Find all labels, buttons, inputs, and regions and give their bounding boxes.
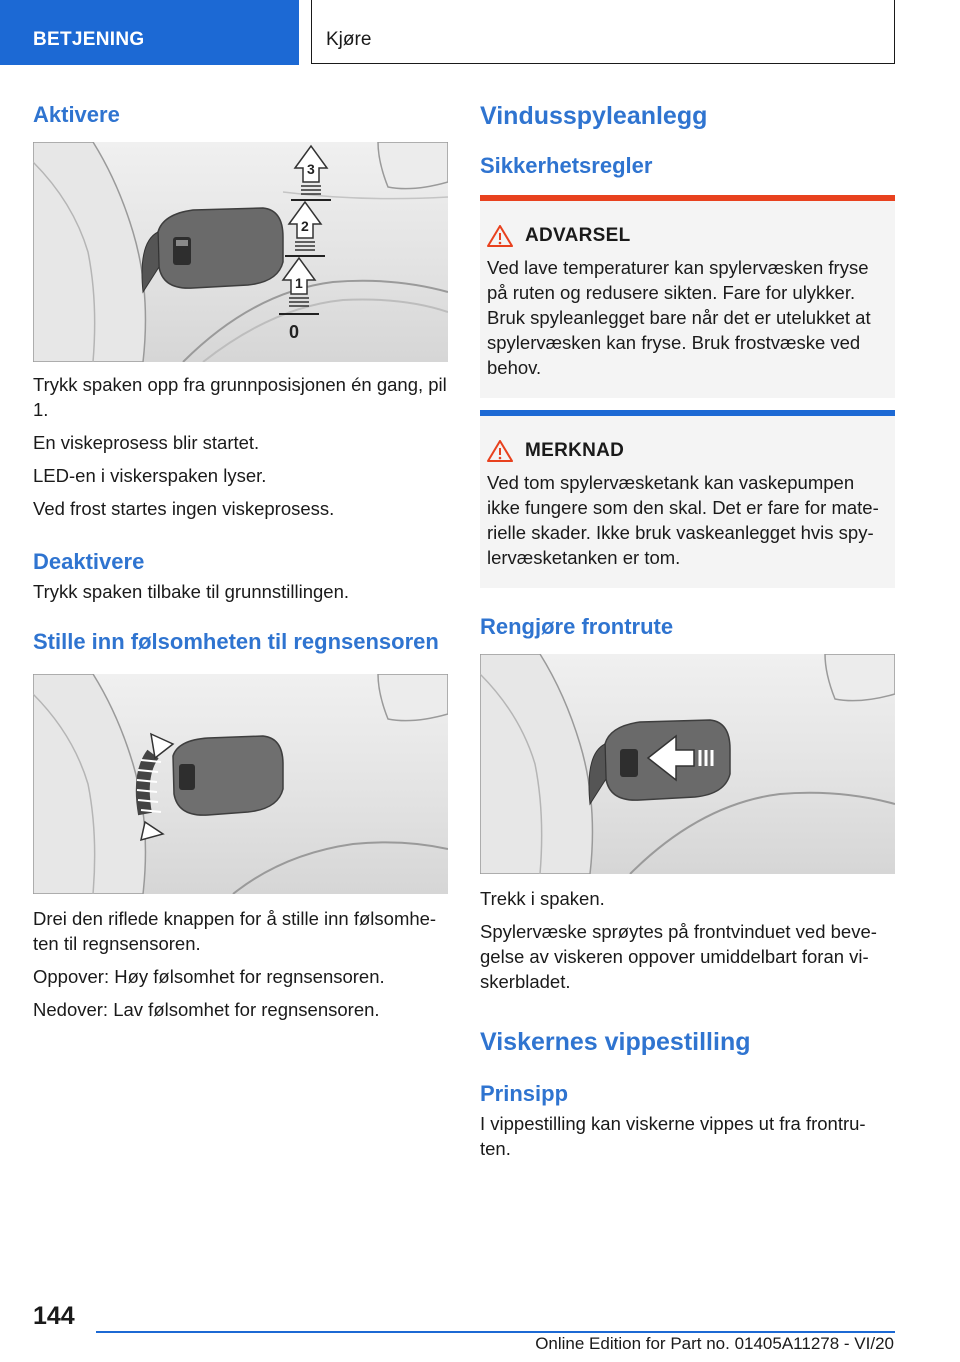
heading-safety-rules: Sikkerhetsregler xyxy=(480,153,653,178)
sensitivity-text-1: Drei den riflede knappen for å stille inn følsomhe-ten til regnsensoren. xyxy=(33,908,437,954)
sensitivity-text-2: Oppover: Høy følsomhet for regnsensoren. xyxy=(33,966,385,987)
clean-text-1: Trekk i spaken. xyxy=(480,888,605,909)
header-chapter-box xyxy=(311,0,895,64)
activate-text-3: LED-en i viskerspaken lyser. xyxy=(33,465,267,486)
label-position-1: 1 xyxy=(295,275,303,291)
lever-illustration xyxy=(33,142,448,362)
right-column xyxy=(480,96,895,1161)
header-chapter-label: Kjøre xyxy=(326,29,372,50)
heading-principle: Prinsipp xyxy=(480,1081,569,1106)
note-text: Ved tom spylervæsketank kan vaskepumpen ikke fungere som den skal. Det er fare for mate-rielle skader. Ikke bruk vaskeanlegget hvis spy-lervæsketanken er tom. xyxy=(487,472,879,568)
pull-lever-illustration xyxy=(480,654,895,874)
knob-illustration xyxy=(33,674,448,894)
note-triangle-icon xyxy=(487,440,513,462)
label-position-3: 3 xyxy=(307,161,315,177)
heading-wiper-tilt: Viskernes vippestilling xyxy=(480,1028,751,1056)
label-position-2: 2 xyxy=(301,218,309,234)
note-box xyxy=(480,410,895,588)
figure-pull-lever xyxy=(480,654,895,874)
warning-text: Ved lave temperaturer kan spylervæsken fryse på ruten og redusere sikten. Fare for ulykker. Bruk spyleanlegget bare når det er utelukket at spylervæsken kan fryse. Bruk frostvæske ved behov. xyxy=(487,257,871,378)
heading-activate: Aktivere xyxy=(33,102,120,127)
footer-divider xyxy=(96,1331,895,1333)
tilt-text: I vippestilling kan viskerne vippes ut fra frontru-ten. xyxy=(480,1113,866,1159)
activate-text-2: En viskeprosess blir startet. xyxy=(33,432,260,453)
sensitivity-text-3: Nedover: Lav følsomhet for regnsensoren. xyxy=(33,999,380,1020)
label-position-0: 0 xyxy=(289,322,300,342)
figure-sensitivity-knob xyxy=(33,674,448,894)
heading-clean-windshield: Rengjøre frontrute xyxy=(480,614,674,639)
figure-lever-positions xyxy=(33,142,448,362)
footer-edition: Online Edition for Part no. 01405A11278 - VI/20 xyxy=(535,1334,894,1353)
warning-box xyxy=(480,195,895,398)
note-label: MERKNAD xyxy=(525,440,625,461)
heading-sensitivity: Stille inn følsomheten til regnsensoren xyxy=(33,629,439,654)
heading-washer-system: Vindusspyleanlegg xyxy=(480,102,708,130)
warning-triangle-icon xyxy=(487,225,513,247)
header-section-tab xyxy=(0,0,299,65)
activate-text-4: Ved frost startes ingen viskeprosess. xyxy=(33,498,335,519)
clean-text-2: Spylervæske sprøytes på frontvinduet ved beve-gelse av viskeren oppover umiddelbart foran vi-skerbladet. xyxy=(480,921,877,992)
header-section-label: BETJENING xyxy=(33,29,145,50)
warning-label: ADVARSEL xyxy=(525,225,631,246)
activate-text-1: Trykk spaken opp fra grunnposisjonen én gang, pil 1. xyxy=(33,374,447,420)
deactivate-text: Trykk spaken tilbake til grunnstillingen. xyxy=(33,581,350,602)
heading-deactivate: Deaktivere xyxy=(33,549,145,574)
page-number: 144 xyxy=(33,1302,75,1330)
left-column xyxy=(33,96,448,1022)
